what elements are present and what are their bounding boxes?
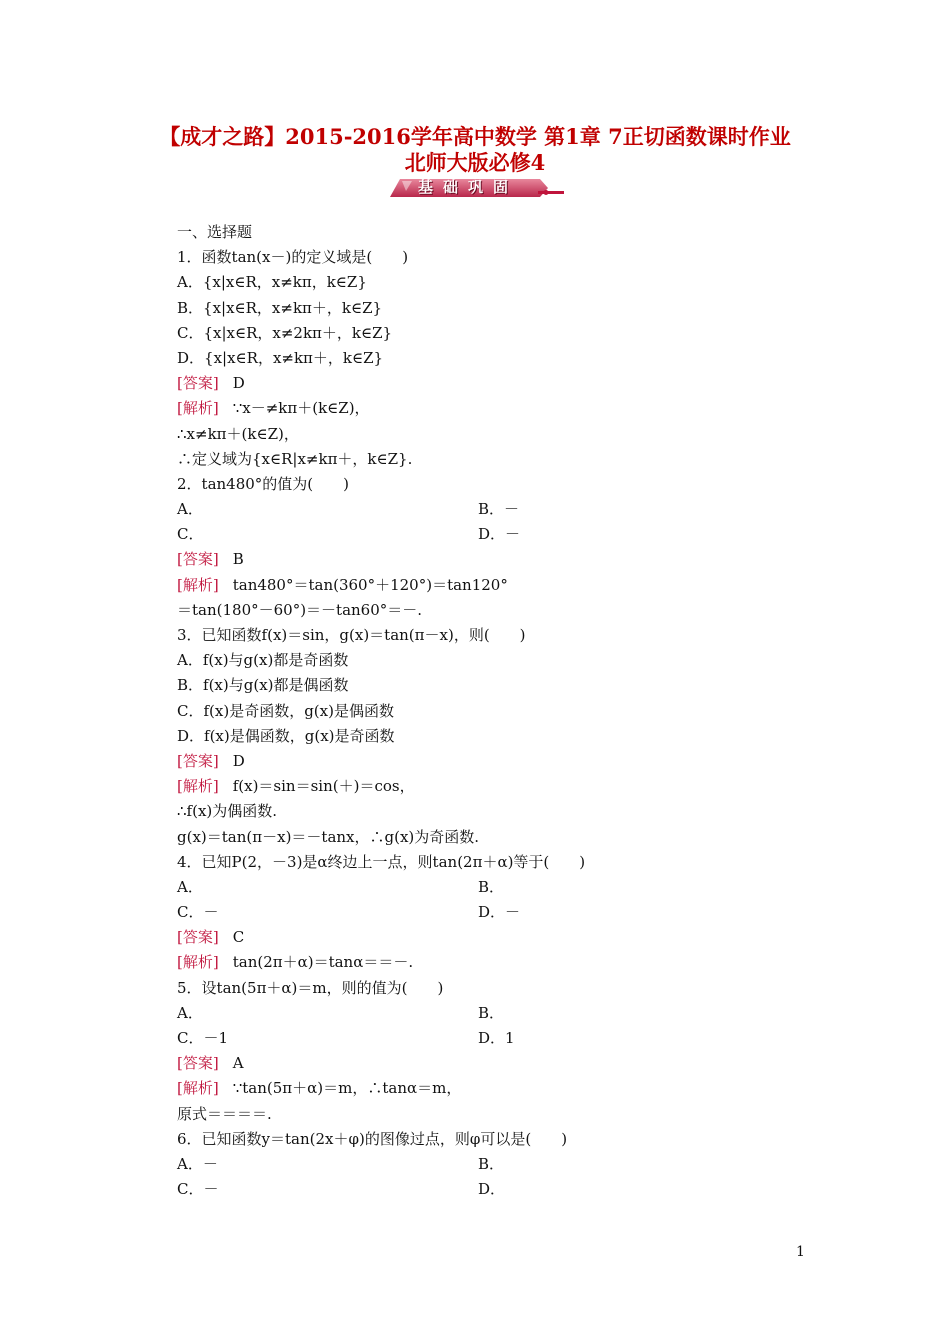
line-text: A．{x|x∈R，x≠kπ，k∈Z} [177, 273, 367, 292]
line-text: C．－1 [177, 1029, 229, 1047]
answer-tag: [解析] [177, 1079, 219, 1098]
text-line [177, 799, 817, 824]
text-line [177, 321, 817, 346]
line-text: tan480°＝tan(360°＋120°)＝tan120° [232, 575, 508, 594]
line-text: g(x)＝tan(π－x)＝－tanx，∴g(x)为奇函数. [177, 827, 480, 846]
line-text: B．f(x)与g(x)都是偶函数 [177, 676, 349, 695]
page-number: 1 [796, 1244, 805, 1260]
text-line [177, 648, 817, 673]
answer-line [177, 950, 817, 975]
section-banner [388, 177, 564, 201]
answer-tag: [答案] [177, 374, 219, 393]
text-line [177, 1102, 817, 1127]
option-right: B． [478, 1154, 505, 1173]
text-line [177, 724, 817, 749]
answer-line [177, 1051, 817, 1076]
text-line [177, 245, 817, 270]
line-text: C．{x|x∈R，x≠2kπ＋，k∈Z} [177, 323, 393, 342]
answer-line [177, 925, 817, 950]
line-text: ∴f(x)为偶函数. [177, 802, 278, 821]
option-right: D．－ [478, 903, 521, 922]
document-subtitle: 北师大版必修4 [404, 150, 546, 175]
text-line [177, 673, 817, 698]
option-right: B． [478, 1003, 505, 1022]
option-right: B．－ [478, 500, 520, 519]
line-text: C．－ [177, 1180, 219, 1199]
answer-tag: [答案] [177, 1054, 219, 1073]
answer-line [177, 547, 817, 572]
line-text: D．f(x)是偶函数，g(x)是奇函数 [177, 726, 395, 745]
line-text: tan(2π＋α)＝tanα＝＝－. [232, 953, 414, 972]
line-text: C．－ [177, 903, 219, 922]
text-line [177, 472, 817, 497]
text-line [177, 422, 817, 447]
text-line [177, 825, 817, 850]
text-line [177, 1127, 817, 1152]
line-text: D．{x|x∈R，x≠kπ＋，k∈Z} [177, 348, 384, 367]
document-title: 【成才之路】2015-2016学年高中数学 第1章 7正切函数课时作业 [159, 124, 791, 149]
text-line [177, 346, 817, 371]
answer-line [177, 749, 817, 774]
option-right: D．－ [478, 525, 521, 544]
line-text: B．{x|x∈R，x≠kπ＋，k∈Z} [177, 298, 383, 317]
text-line [177, 623, 817, 648]
line-text: 6．已知函数y＝tan(2x＋φ)的图像过点，则φ可以是( ) [177, 1129, 568, 1148]
line-text: 1．函数tan(x－)的定义域是( ) [177, 248, 409, 267]
document-body [177, 220, 817, 1202]
line-text: f(x)＝sin＝sin(＋)＝cos， [232, 777, 415, 796]
line-text: C． [177, 525, 204, 544]
line-text: ∴定义域为{x∈R|x≠kπ＋，k∈Z}. [177, 449, 413, 468]
option-right: D．1 [478, 1029, 515, 1047]
text-line [177, 220, 817, 245]
line-text: ∵tan(5π＋α)＝m，∴tanα＝m， [232, 1079, 462, 1098]
line-text: 4．已知P(2，－3)是α终边上一点，则tan(2π＋α)等于( ) [177, 852, 586, 871]
answer-tag: [解析] [177, 575, 219, 594]
answer-tag: [答案] [177, 550, 219, 569]
answer-line [177, 396, 817, 421]
line-text: A． [177, 877, 203, 896]
line-text: 一、选择题 [177, 223, 253, 241]
line-text: A．f(x)与g(x)都是奇函数 [177, 651, 349, 670]
answer-tag: [答案] [177, 928, 219, 947]
text-line [177, 1026, 817, 1051]
line-text: 5．设tan(5π＋α)＝m，则的值为( ) [177, 978, 444, 997]
answer-tag: [解析] [177, 777, 219, 796]
text-line [177, 900, 817, 925]
text-line [177, 976, 817, 1001]
answer-tag: [解析] [177, 953, 219, 972]
banner-label: 基础巩固 [417, 178, 518, 196]
answer-tag: [答案] [177, 751, 219, 770]
line-text: D [232, 374, 245, 393]
line-text: A． [177, 1003, 203, 1022]
option-right: B． [478, 877, 505, 896]
line-text: A [232, 1054, 244, 1073]
text-line [177, 598, 817, 623]
text-line [177, 522, 817, 547]
answer-line [177, 371, 817, 396]
text-line [177, 1152, 817, 1177]
line-text: ∵x－≠kπ＋(k∈Z)， [232, 399, 370, 418]
text-line [177, 1177, 817, 1202]
line-text: 2．tan480°的值为( ) [177, 474, 350, 493]
line-text: 原式＝＝＝＝. [177, 1104, 272, 1123]
line-text: A． [177, 500, 203, 519]
line-text: ∴x≠kπ＋(k∈Z)， [177, 424, 299, 443]
text-line [177, 497, 817, 522]
option-right: D． [478, 1180, 506, 1199]
line-text: A．－ [177, 1154, 218, 1173]
answer-line [177, 1076, 817, 1101]
line-text: C [232, 928, 245, 947]
line-text: ＝tan(180°－60°)＝－tan60°＝－. [177, 600, 423, 619]
line-text: C．f(x)是奇函数，g(x)是偶函数 [177, 701, 394, 720]
text-line [177, 296, 817, 321]
text-line [177, 875, 817, 900]
text-line [177, 699, 817, 724]
text-line [177, 1001, 817, 1026]
answer-tag: [解析] [177, 399, 219, 418]
text-line [177, 850, 817, 875]
text-line [177, 447, 817, 472]
answer-line [177, 774, 817, 799]
line-text: B [232, 550, 244, 569]
line-text: D [232, 751, 245, 770]
text-line [177, 270, 817, 295]
answer-line [177, 573, 817, 598]
line-text: 3．已知函数f(x)＝sin，g(x)＝tan(π－x)，则( ) [177, 626, 526, 644]
